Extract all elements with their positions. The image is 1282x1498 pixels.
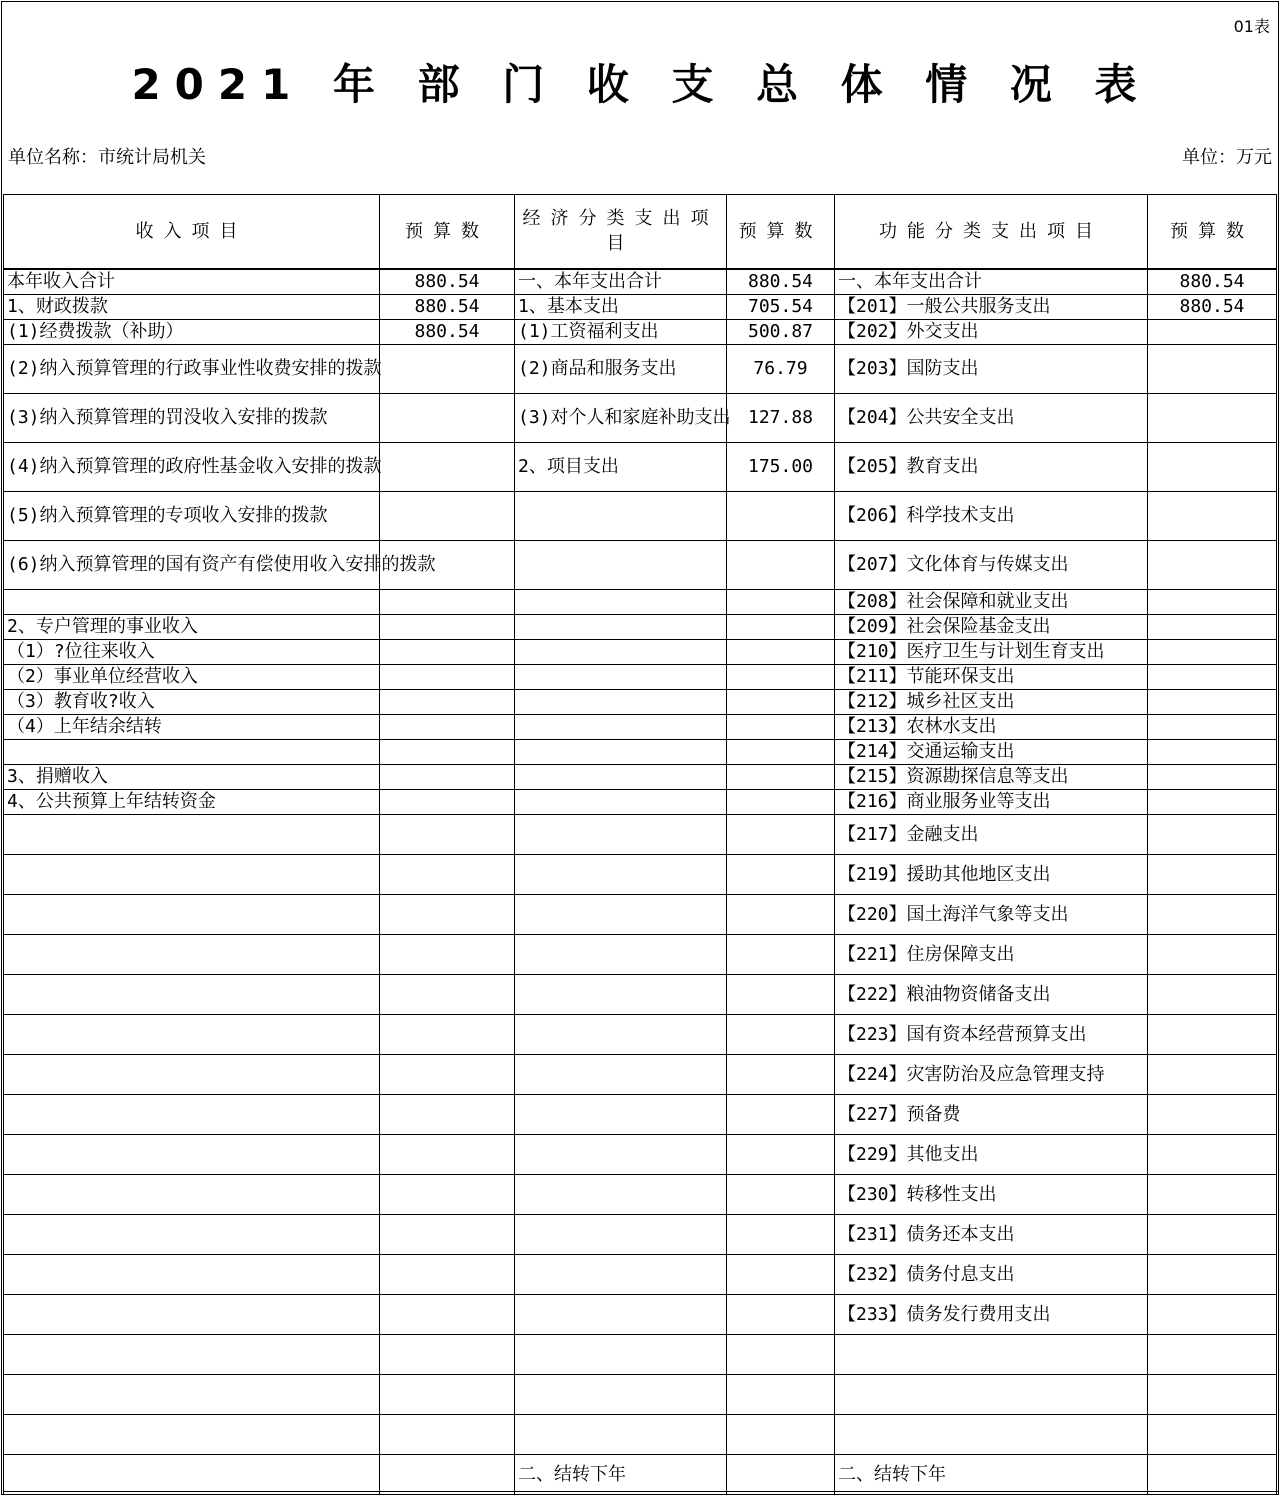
func-item-cell: 【213】农林水支出 bbox=[835, 714, 1148, 739]
income-item-cell bbox=[4, 739, 380, 764]
econ-item-cell bbox=[515, 1094, 727, 1134]
func-item-cell: 【216】商业服务业等支出 bbox=[835, 789, 1148, 814]
econ-budget-cell bbox=[727, 664, 835, 689]
func-budget-cell bbox=[1148, 1014, 1277, 1054]
econ-budget-cell: 705.54 bbox=[727, 294, 835, 319]
income-item-cell bbox=[4, 1214, 380, 1254]
econ-item-cell bbox=[515, 894, 727, 934]
income-budget-cell bbox=[380, 739, 515, 764]
func-budget-cell bbox=[1148, 589, 1277, 614]
func-budget-cell bbox=[1148, 1294, 1277, 1334]
income-item-cell bbox=[4, 1054, 380, 1094]
table-row bbox=[4, 589, 1277, 614]
income-budget-cell bbox=[380, 1014, 515, 1054]
income-budget-cell bbox=[380, 1174, 515, 1214]
econ-item-cell bbox=[515, 1254, 727, 1294]
econ-item-cell: (2)商品和服务支出 bbox=[515, 344, 727, 393]
econ-budget-cell bbox=[727, 1094, 835, 1134]
econ-budget-cell bbox=[727, 1014, 835, 1054]
table-row bbox=[4, 814, 1277, 854]
table-row bbox=[4, 1174, 1277, 1214]
econ-budget-cell bbox=[727, 1174, 835, 1214]
econ-item-cell bbox=[515, 1134, 727, 1174]
econ-budget-cell bbox=[727, 739, 835, 764]
income-budget-cell bbox=[380, 714, 515, 739]
income-budget-cell bbox=[380, 689, 515, 714]
income-budget-cell bbox=[380, 854, 515, 894]
func-item-cell: 【210】医疗卫生与计划生育支出 bbox=[835, 639, 1148, 664]
income-budget-cell bbox=[380, 934, 515, 974]
func-item-cell: 【204】公共安全支出 bbox=[835, 393, 1148, 442]
table-row bbox=[4, 639, 1277, 664]
func-item-cell: 【215】资源勘探信息等支出 bbox=[835, 764, 1148, 789]
income-budget-cell bbox=[380, 1134, 515, 1174]
income-item-cell: 2、专户管理的事业收入 bbox=[4, 614, 380, 639]
func-item-cell: 【220】国土海洋气象等支出 bbox=[835, 894, 1148, 934]
econ-budget-cell: 880.54 bbox=[727, 269, 835, 295]
func-item-cell: 【221】住房保障支出 bbox=[835, 934, 1148, 974]
income-budget-cell bbox=[380, 1334, 515, 1374]
func-item-cell: 【203】国防支出 bbox=[835, 344, 1148, 393]
income-budget-cell bbox=[380, 814, 515, 854]
unit-label: 单位：万元 bbox=[1182, 147, 1272, 168]
table-row bbox=[4, 789, 1277, 814]
income-budget-cell bbox=[380, 894, 515, 934]
econ-budget-cell bbox=[727, 589, 835, 614]
econ-budget-cell bbox=[727, 789, 835, 814]
econ-item-cell: 1、基本支出 bbox=[515, 294, 727, 319]
econ-item-cell bbox=[515, 589, 727, 614]
econ-budget-cell bbox=[727, 540, 835, 589]
func-item-cell: 【223】国有资本经营预算支出 bbox=[835, 1014, 1148, 1054]
econ-budget-cell bbox=[727, 1334, 835, 1374]
func-budget-cell bbox=[1148, 739, 1277, 764]
func-budget-cell bbox=[1148, 689, 1277, 714]
income-budget-cell bbox=[380, 1054, 515, 1094]
income-budget-cell bbox=[380, 1294, 515, 1334]
header-income-budget: 预算数 bbox=[380, 195, 515, 269]
income-budget-cell bbox=[380, 974, 515, 1014]
table-row bbox=[4, 1294, 1277, 1334]
header-income-item: 收入项目 bbox=[4, 195, 380, 269]
func-item-cell: 【224】灾害防治及应急管理支持 bbox=[835, 1054, 1148, 1094]
table-row bbox=[4, 269, 1277, 295]
income-item-cell bbox=[4, 1254, 380, 1294]
table-row bbox=[4, 393, 1277, 442]
func-budget-cell bbox=[1148, 1054, 1277, 1094]
income-item-cell bbox=[4, 1094, 380, 1134]
econ-item-cell bbox=[515, 664, 727, 689]
econ-budget-cell: 175.00 bbox=[727, 442, 835, 491]
func-item-cell: 【227】预备费 bbox=[835, 1094, 1148, 1134]
header-econ-budget: 预算数 bbox=[727, 195, 835, 269]
econ-item-cell bbox=[515, 814, 727, 854]
income-item-cell: (3)纳入预算管理的罚没收入安排的拨款 bbox=[4, 393, 380, 442]
income-item-cell bbox=[4, 1134, 380, 1174]
income-item-cell bbox=[4, 1414, 380, 1454]
income-item-cell bbox=[4, 814, 380, 854]
econ-budget-cell bbox=[727, 614, 835, 639]
income-budget-cell bbox=[380, 639, 515, 664]
econ-budget-cell bbox=[727, 1134, 835, 1174]
income-item-cell bbox=[4, 934, 380, 974]
func-budget-cell bbox=[1148, 540, 1277, 589]
table-row bbox=[4, 614, 1277, 639]
income-item-cell: （1）?位往来收入 bbox=[4, 639, 380, 664]
econ-budget-cell: 76.79 bbox=[727, 344, 835, 393]
func-budget-cell bbox=[1148, 1454, 1277, 1494]
econ-budget-cell bbox=[727, 1054, 835, 1094]
income-item-cell: (1)经费拨款（补助） bbox=[4, 319, 380, 344]
header-row bbox=[4, 195, 1277, 269]
income-item-cell: (2)纳入预算管理的行政事业性收费安排的拨款 bbox=[4, 344, 380, 393]
func-item-cell: 【212】城乡社区支出 bbox=[835, 689, 1148, 714]
func-item-cell: 【207】文化体育与传媒支出 bbox=[835, 540, 1148, 589]
income-item-cell bbox=[4, 1334, 380, 1374]
page-title: 2021 年 部 门 收 支 总 体 情 况 表 bbox=[131, 60, 1151, 109]
table-row bbox=[4, 894, 1277, 934]
header-econ-item: 经济分类支出项目 bbox=[515, 195, 727, 269]
econ-budget-cell bbox=[727, 714, 835, 739]
econ-item-cell bbox=[515, 639, 727, 664]
income-item-cell bbox=[4, 974, 380, 1014]
table-row bbox=[4, 714, 1277, 739]
func-budget-cell: 880.54 bbox=[1148, 269, 1277, 295]
func-item-cell: 【230】转移性支出 bbox=[835, 1174, 1148, 1214]
econ-item-cell bbox=[515, 714, 727, 739]
income-budget-cell bbox=[380, 491, 515, 540]
income-budget-cell bbox=[380, 393, 515, 442]
table-row bbox=[4, 664, 1277, 689]
econ-budget-cell bbox=[727, 814, 835, 854]
econ-budget-cell bbox=[727, 491, 835, 540]
income-budget-cell bbox=[380, 1454, 515, 1494]
func-budget-cell bbox=[1148, 393, 1277, 442]
econ-item-cell bbox=[515, 934, 727, 974]
income-budget-cell bbox=[380, 1094, 515, 1134]
income-budget-cell bbox=[380, 664, 515, 689]
econ-item-cell bbox=[515, 540, 727, 589]
func-item-cell bbox=[835, 1374, 1148, 1414]
income-item-cell bbox=[4, 854, 380, 894]
income-item-cell bbox=[4, 1454, 380, 1494]
econ-item-cell bbox=[515, 1214, 727, 1254]
income-budget-cell bbox=[380, 1374, 515, 1414]
income-item-cell bbox=[4, 589, 380, 614]
func-budget-cell bbox=[1148, 639, 1277, 664]
header-func-item: 功能分类支出项目 bbox=[835, 195, 1148, 269]
income-budget-cell bbox=[380, 442, 515, 491]
func-budget-cell bbox=[1148, 934, 1277, 974]
func-budget-cell bbox=[1148, 1334, 1277, 1374]
econ-item-cell bbox=[515, 764, 727, 789]
econ-budget-cell bbox=[727, 764, 835, 789]
table-row bbox=[4, 540, 1277, 589]
func-budget-cell bbox=[1148, 854, 1277, 894]
income-budget-cell bbox=[380, 1214, 515, 1254]
table-row bbox=[4, 689, 1277, 714]
econ-budget-cell bbox=[727, 639, 835, 664]
table-row bbox=[4, 1374, 1277, 1414]
econ-item-cell: 二、结转下年 bbox=[515, 1454, 727, 1494]
income-item-cell: （2）事业单位经营收入 bbox=[4, 664, 380, 689]
form-number: 01表 bbox=[1233, 17, 1270, 36]
econ-item-cell bbox=[515, 614, 727, 639]
func-item-cell: 【219】援助其他地区支出 bbox=[835, 854, 1148, 894]
income-item-cell bbox=[4, 1294, 380, 1334]
econ-item-cell: 2、项目支出 bbox=[515, 442, 727, 491]
func-item-cell: 二、结转下年 bbox=[835, 1454, 1148, 1494]
func-item-cell bbox=[835, 1334, 1148, 1374]
econ-item-cell: (3)对个人和家庭补助支出 bbox=[515, 393, 727, 442]
table-row bbox=[4, 1414, 1277, 1454]
bottom-border bbox=[3, 1491, 1278, 1492]
econ-item-cell bbox=[515, 1294, 727, 1334]
econ-budget-cell bbox=[727, 894, 835, 934]
table-row bbox=[4, 344, 1277, 393]
table-row bbox=[4, 1334, 1277, 1374]
budget-table bbox=[3, 194, 1277, 1495]
func-item-cell: 【202】外交支出 bbox=[835, 319, 1148, 344]
func-item-cell bbox=[835, 1414, 1148, 1454]
income-budget-cell bbox=[380, 764, 515, 789]
func-item-cell: 【233】债务发行费用支出 bbox=[835, 1294, 1148, 1334]
econ-budget-cell bbox=[727, 1214, 835, 1254]
func-item-cell: 【211】节能环保支出 bbox=[835, 664, 1148, 689]
func-budget-cell bbox=[1148, 1134, 1277, 1174]
func-item-cell: 一、本年支出合计 bbox=[835, 269, 1148, 295]
econ-budget-cell: 500.87 bbox=[727, 319, 835, 344]
econ-budget-cell: 127.88 bbox=[727, 393, 835, 442]
func-item-cell: 【201】一般公共服务支出 bbox=[835, 294, 1148, 319]
func-budget-cell: 880.54 bbox=[1148, 294, 1277, 319]
econ-budget-cell bbox=[727, 974, 835, 1014]
func-budget-cell bbox=[1148, 1174, 1277, 1214]
func-budget-cell bbox=[1148, 344, 1277, 393]
income-item-cell bbox=[4, 1374, 380, 1414]
econ-item-cell bbox=[515, 1054, 727, 1094]
table-row bbox=[4, 764, 1277, 789]
income-item-cell bbox=[4, 1014, 380, 1054]
table-row bbox=[4, 1254, 1277, 1294]
func-item-cell: 【217】金融支出 bbox=[835, 814, 1148, 854]
income-item-cell bbox=[4, 894, 380, 934]
econ-budget-cell bbox=[727, 1294, 835, 1334]
econ-budget-cell bbox=[727, 854, 835, 894]
func-budget-cell bbox=[1148, 974, 1277, 1014]
income-item-cell: (6)纳入预算管理的国有资产有偿使用收入安排的拨款 bbox=[4, 540, 380, 589]
func-budget-cell bbox=[1148, 1094, 1277, 1134]
income-item-cell: （3）教育收?收入 bbox=[4, 689, 380, 714]
econ-item-cell bbox=[515, 854, 727, 894]
econ-item-cell bbox=[515, 1334, 727, 1374]
econ-item-cell bbox=[515, 1174, 727, 1214]
func-budget-cell bbox=[1148, 1214, 1277, 1254]
func-budget-cell bbox=[1148, 814, 1277, 854]
func-budget-cell bbox=[1148, 614, 1277, 639]
income-item-cell: 4、公共预算上年结转资金 bbox=[4, 789, 380, 814]
table-row bbox=[4, 1454, 1277, 1494]
econ-item-cell bbox=[515, 739, 727, 764]
econ-item-cell: 一、本年支出合计 bbox=[515, 269, 727, 295]
income-item-cell: 1、财政拨款 bbox=[4, 294, 380, 319]
econ-budget-cell bbox=[727, 1414, 835, 1454]
table-row bbox=[4, 974, 1277, 1014]
income-item-cell: 3、捐赠收入 bbox=[4, 764, 380, 789]
func-budget-cell bbox=[1148, 319, 1277, 344]
econ-item-cell bbox=[515, 1014, 727, 1054]
table-row bbox=[4, 442, 1277, 491]
table-row bbox=[4, 934, 1277, 974]
unit-name: 单位名称：市统计局机关 bbox=[8, 147, 206, 168]
table-row bbox=[4, 491, 1277, 540]
func-budget-cell bbox=[1148, 1374, 1277, 1414]
income-item-cell bbox=[4, 1174, 380, 1214]
income-item-cell: (5)纳入预算管理的专项收入安排的拨款 bbox=[4, 491, 380, 540]
func-item-cell: 【222】粮油物资储备支出 bbox=[835, 974, 1148, 1014]
table-row bbox=[4, 1014, 1277, 1054]
func-item-cell: 【209】社会保险基金支出 bbox=[835, 614, 1148, 639]
income-budget-cell bbox=[380, 589, 515, 614]
func-budget-cell bbox=[1148, 764, 1277, 789]
func-budget-cell bbox=[1148, 894, 1277, 934]
func-item-cell: 【208】社会保障和就业支出 bbox=[835, 589, 1148, 614]
func-budget-cell bbox=[1148, 664, 1277, 689]
income-budget-cell: 880.54 bbox=[380, 319, 515, 344]
econ-item-cell bbox=[515, 689, 727, 714]
econ-budget-cell bbox=[727, 1454, 835, 1494]
econ-budget-cell bbox=[727, 1254, 835, 1294]
econ-item-cell: (1)工资福利支出 bbox=[515, 319, 727, 344]
table-row bbox=[4, 319, 1277, 344]
income-item-cell: （4）上年结余结转 bbox=[4, 714, 380, 739]
income-item-cell: 本年收入合计 bbox=[4, 269, 380, 295]
func-item-cell: 【231】债务还本支出 bbox=[835, 1214, 1148, 1254]
func-item-cell: 【205】教育支出 bbox=[835, 442, 1148, 491]
table-row bbox=[4, 1054, 1277, 1094]
func-budget-cell bbox=[1148, 442, 1277, 491]
income-budget-cell bbox=[380, 789, 515, 814]
econ-budget-cell bbox=[727, 1374, 835, 1414]
income-budget-cell bbox=[380, 1254, 515, 1294]
func-budget-cell bbox=[1148, 714, 1277, 739]
table-row bbox=[4, 294, 1277, 319]
table-row bbox=[4, 739, 1277, 764]
econ-item-cell bbox=[515, 1374, 727, 1414]
func-budget-cell bbox=[1148, 1414, 1277, 1454]
func-budget-cell bbox=[1148, 491, 1277, 540]
econ-budget-cell bbox=[727, 689, 835, 714]
table-row bbox=[4, 854, 1277, 894]
table-row bbox=[4, 1214, 1277, 1254]
econ-item-cell bbox=[515, 789, 727, 814]
econ-item-cell bbox=[515, 1414, 727, 1454]
econ-budget-cell bbox=[727, 934, 835, 974]
income-budget-cell: 880.54 bbox=[380, 269, 515, 295]
table-row bbox=[4, 1094, 1277, 1134]
income-item-cell: (4)纳入预算管理的政府性基金收入安排的拨款 bbox=[4, 442, 380, 491]
income-budget-cell: 880.54 bbox=[380, 294, 515, 319]
func-budget-cell bbox=[1148, 1254, 1277, 1294]
income-budget-cell bbox=[380, 1414, 515, 1454]
header-func-budget: 预算数 bbox=[1148, 195, 1277, 269]
func-item-cell: 【229】其他支出 bbox=[835, 1134, 1148, 1174]
income-budget-cell bbox=[380, 344, 515, 393]
func-budget-cell bbox=[1148, 789, 1277, 814]
econ-item-cell bbox=[515, 491, 727, 540]
func-item-cell: 【214】交通运输支出 bbox=[835, 739, 1148, 764]
func-item-cell: 【232】债务付息支出 bbox=[835, 1254, 1148, 1294]
income-budget-cell bbox=[380, 614, 515, 639]
func-item-cell: 【206】科学技术支出 bbox=[835, 491, 1148, 540]
table-row bbox=[4, 1134, 1277, 1174]
econ-item-cell bbox=[515, 974, 727, 1014]
